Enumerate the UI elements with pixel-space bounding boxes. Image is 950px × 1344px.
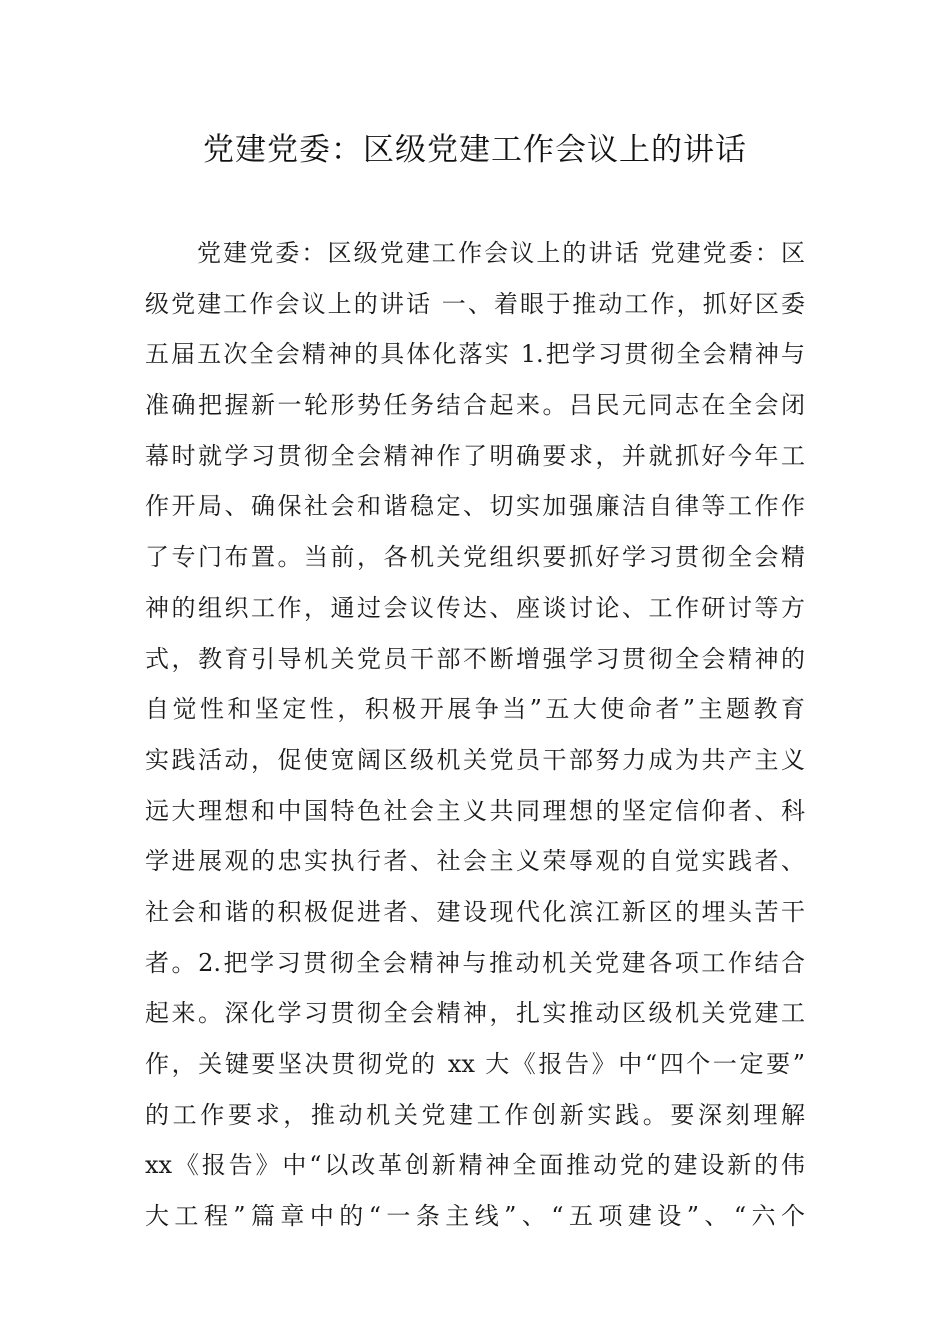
body-line: 自觉性和坚定性，积极开展争当”五大使命者”主题教育 — [145, 695, 805, 724]
document-title: 党建党委：区级党建工作会议上的讲话 — [203, 132, 747, 168]
body-line: 党建党委：区级党建工作会议上的讲话 党建党委：区 — [197, 239, 805, 267]
body-line: 神的组织工作，通过会议传达、座谈讨论、工作研讨等方 — [145, 593, 805, 622]
body-line: 学进展观的忠实执行者、社会主义荣辱观的自觉实践者、 — [145, 847, 805, 876]
body-line: 级党建工作会议上的讲话 一、着眼于推动工作，抓好区委 — [145, 289, 805, 318]
body-line: 起来。深化学习贯彻全会精神，扎实推动区级机关党建工 — [145, 999, 805, 1028]
body-line: 作，关键要坚决贯彻党的 xx 大《报告》中“四个一定要” — [145, 1050, 805, 1078]
body-line: 者。2.把学习贯彻全会精神与推动机关党建各项工作结合 — [145, 948, 805, 977]
body-line: 大工程”篇章中的“一条主线”、“五项建设”、“六个 — [145, 1202, 805, 1231]
body-line: 远大理想和中国特色社会主义共同理想的坚定信仰者、科 — [145, 796, 805, 825]
body-line: 社会和谐的积极促进者、建设现代化滨江新区的埋头苦干 — [145, 897, 805, 926]
body-line: 了专门布置。当前，各机关党组织要抓好学习贯彻全会精 — [145, 543, 805, 572]
body-line: 实践活动，促使宽阔区级机关党员干部努力成为共产主义 — [145, 745, 805, 774]
body-line: 式，教育引导机关党员干部不断增强学习贯彻全会精神的 — [145, 644, 805, 673]
body-line: 五届五次全会精神的具体化落实 1.把学习贯彻全会精神与 — [145, 340, 805, 369]
body-line: 准确把握新一轮形势任务结合起来。吕民元同志在全会闭 — [145, 391, 805, 420]
body-line: 幕时就学习贯彻全会精神作了明确要求，并就抓好今年工 — [145, 441, 805, 470]
body-line: 的工作要求，推动机关党建工作创新实践。要深刻理解 — [145, 1100, 805, 1129]
body-line: 作开局、确保社会和谐稳定、切实加强廉洁自律等工作作 — [145, 492, 805, 521]
document-body — [145, 228, 805, 1242]
body-line: xx《报告》中“以改革创新精神全面推动党的建设新的伟 — [145, 1151, 805, 1180]
